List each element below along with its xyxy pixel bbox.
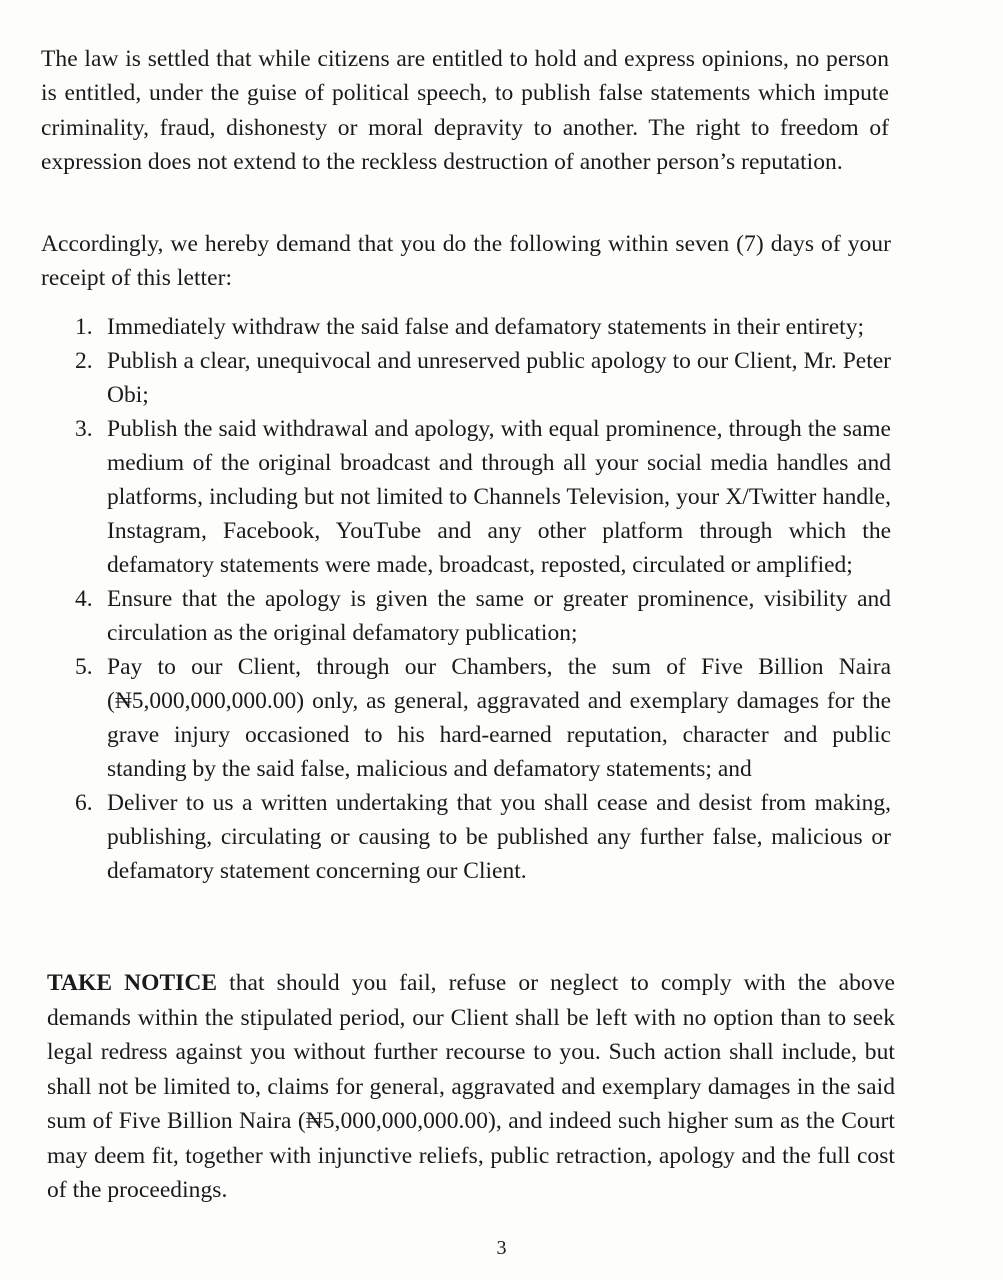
- demand-item-2: [75, 344, 891, 412]
- paragraph-demand-intro: Accordingly, we hereby demand that you do the following within seven (7) days of your receipt of this letter:: [41, 231, 891, 292]
- paragraph-take-notice: [47, 966, 895, 1208]
- demand-number: 4.: [75, 586, 93, 612]
- demand-number: 1.: [75, 314, 93, 340]
- demand-item-1: [75, 310, 891, 344]
- demand-text: Pay to our Client, through our Chambers, the sum of Five Billion Naira (₦5,000,000,000.00) only, as general, aggravated and exemplary damages for the grave injury occasioned to his hard-earned reputation, character and public standing by the said false, malicious and defamatory statements; and: [107, 654, 891, 782]
- demands-list: [75, 310, 891, 888]
- demand-text: Immediately withdraw the said false and defamatory statements in their entirety;: [107, 314, 864, 340]
- demand-number: 2.: [75, 348, 93, 374]
- demand-text: Publish a clear, unequivocal and unreserved public apology to our Client, Mr. Peter Obi;: [107, 348, 891, 408]
- page-number: 3: [496, 1237, 507, 1259]
- take-notice-heading: TAKE NOTICE: [47, 970, 218, 996]
- demand-text: Ensure that the apology is given the same or greater prominence, visibility and circulation as the original defamatory publication;: [107, 586, 891, 646]
- demand-item-6: [75, 786, 891, 888]
- demand-item-5: [75, 650, 891, 786]
- take-notice-body: that should you fail, refuse or neglect to comply with the above demands within the stipulated period, our Client shall be left with no option than to seek legal redress against you without further recourse to you. Such action shall include, but shall not be limited to, claims for general, aggravated and exemplary damages in the said sum of Five Billion Naira (₦5,000,000,000.00), and indeed such higher sum as the Court may deem fit, together with injunctive reliefs, public retraction, apology and the full cost of the proceedings.: [47, 970, 895, 1203]
- demand-text: Publish the said withdrawal and apology, with equal prominence, through the same medium of the original broadcast and through all your social media handles and platforms, including but not limited to Channels Television, your X/Twitter handle, Instagram, Facebook, YouTube and any other platform through which the defamatory statements were made, broadcast, reposted, circulated or amplified;: [107, 416, 891, 578]
- demand-number: 5.: [75, 654, 93, 680]
- demand-text: Deliver to us a written undertaking that you shall cease and desist from making, publishing, circulating or causing to be published any further false, malicious or defamatory statement concerning our Client.: [107, 790, 891, 884]
- demand-item-3: [75, 412, 891, 582]
- demand-number: 3.: [75, 416, 93, 442]
- demand-number: 6.: [75, 790, 93, 816]
- paragraph-law-settled: The law is settled that while citizens are entitled to hold and express opinions, no person is entitled, under the guise of political speech, to publish false statements which impute criminality, fraud, dishonesty or moral depravity to another. The right to freedom of expression does not extend to the reckless destruction of another person’s reputation.: [41, 46, 889, 175]
- demand-item-4: [75, 582, 891, 650]
